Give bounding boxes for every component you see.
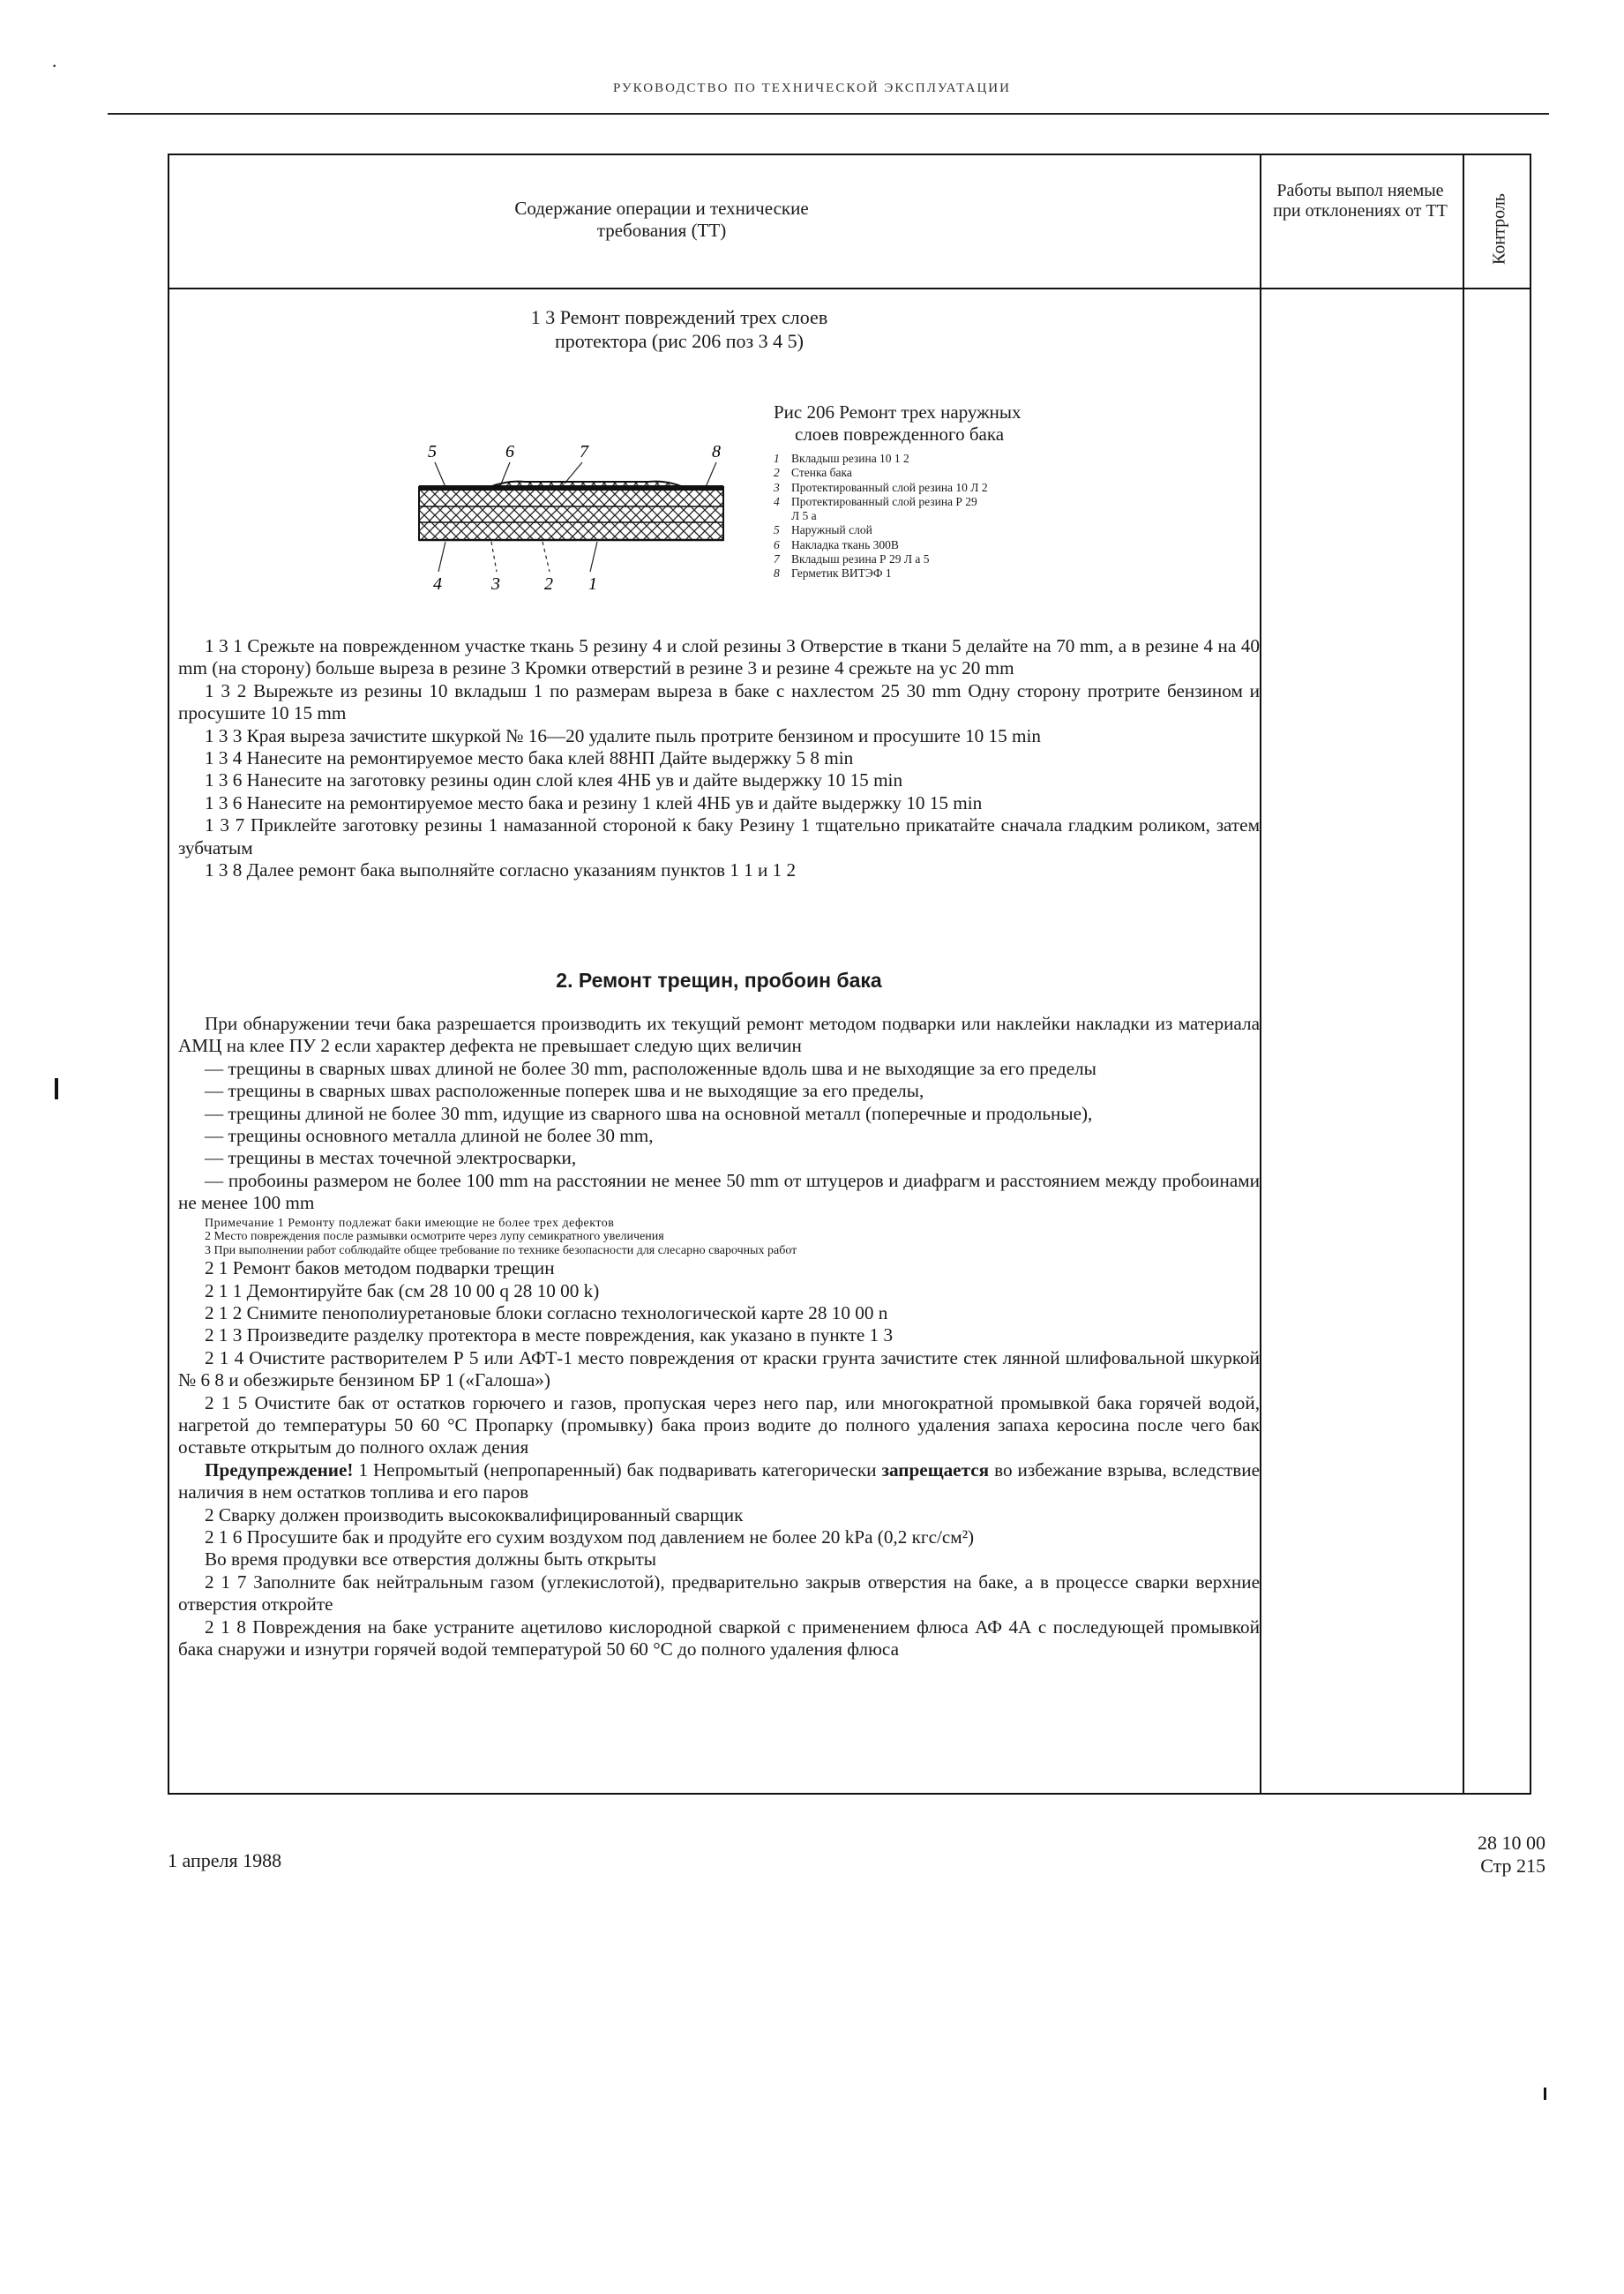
footer-page-info (1411, 1832, 1545, 1878)
step-2-1-1: 2 1 1 Демонтируйте бак (см 28 10 00 q 28 10 00 k) (205, 1279, 600, 1301)
step-2-1-8: 2 1 8 Повреждения на баке устраните ацетилово кислородной сваркой с применением флюса АФ 4А с последующей промывкой бака снаружи и изнутри горячей водой температурой 50 60 °С до полного удаления флюса (178, 1616, 1260, 1661)
page-number: Стр 215 (1480, 1855, 1545, 1877)
callout-1: 1 (588, 574, 597, 594)
legend-item: 3 Протектированный слой резина 10 Л 2 (774, 480, 988, 494)
step-2-1: 2 1 Ремонт баков методом подварки трещин (205, 1257, 555, 1279)
note-3: 3 При выполнении работ соблюдайте общее требование по технике безопасности для слесарно сварочных работ (205, 1243, 797, 1257)
figure-caption-line2: слоев поврежденного бака (795, 424, 1005, 445)
callout-6: 6 (505, 442, 514, 461)
warning-text: 1 Непромытый (непропаренный) бак подваривать категорически (353, 1458, 882, 1481)
section-title-1-3 (415, 305, 944, 353)
step-1-3-3: 1 3 3 Края выреза зачистите шкуркой № 16—20 удалите пыль протрите бензином и просушите 10 15 min (205, 724, 1042, 746)
section-title-line2: протектора (рис 206 поз 3 4 5) (554, 330, 804, 352)
warning-tail: во избежание взрыва, вследствие наличия в нем остатков топлива и его паров (178, 1458, 1260, 1503)
figure-drawing (393, 431, 745, 598)
warning (178, 1459, 1260, 1504)
column-header-control: Контроль (1489, 193, 1509, 265)
column-header-content: Содержание операции и технические требования (ТТ) (514, 198, 809, 241)
table-header-rule (168, 288, 1531, 289)
column-header-deviations: Работы выпол няемые при отклонениях от ТТ (1273, 181, 1448, 221)
running-header: РУКОВОДСТВО ПО ТЕХНИЧЕСКОЙ ЭКСПЛУАТАЦИИ (613, 81, 1011, 95)
step-1-3-1: 1 3 1 Срежьте на поврежденном участке ткань 5 резину 4 и слой резины 3 Отверстие в ткани 5 делайте на 70 mm, а в резине 4 на 40 mm (на сторону) больше выреза в резине 3 Кромки отверстий в резине 3 и резине 4 срежьте на ус 20 mm (178, 635, 1260, 679)
section-2-intro: При обнаружении течи бака разрешается производить их текущий ремонт методом подварки или наклейки накладки из материала АМЦ на клее ПУ 2 если характер дефекта не превышает следую щих величин (178, 1013, 1260, 1057)
callout-4: 4 (433, 574, 442, 594)
legend-item: 4 Протектированный слой резина Р 29 (774, 494, 977, 508)
section-title-2: 2. Ремонт трещин, пробоин бака (556, 969, 882, 992)
callout-5: 5 (428, 442, 437, 461)
defect-item: — трещины в сварных швах длиной не более 30 mm, расположенные вдоль шва и не выходящие за его пределы (205, 1057, 1096, 1079)
scan-mark: · (51, 55, 58, 77)
figure-caption-line1: Рис 206 Ремонт трех наружных (774, 401, 1022, 423)
legend-item: 6 Накладка ткань 300В (774, 537, 899, 551)
figure-legend (774, 452, 1162, 581)
figure-caption (774, 401, 1162, 446)
step-2-1-6: 2 1 6 Просушите бак и продуйте его сухим воздухом под давлением не более 20 kPa (0,2 кгс/см²) (205, 1526, 975, 1548)
step-1-3-7: 1 3 7 Приклейте заготовку резины 1 намазанной стороной к баку Резину 1 тщательно прикатайте сначала гладким роликом, затем зубчатым (178, 814, 1260, 858)
column-divider-2 (1463, 154, 1464, 1795)
step-2-1-2: 2 1 2 Снимите пенополиуретановые блоки согласно технологической карте 28 10 00 n (205, 1301, 888, 1323)
step-1-3-8: 1 3 8 Далее ремонт бака выполняйте согласно указаниям пунктов 1 1 и 1 2 (205, 859, 797, 881)
legend-item: 2 Стенка бака (774, 466, 852, 480)
column-divider-1 (1260, 154, 1261, 1795)
legend-item: Л 5 а (791, 509, 817, 523)
steps-1-3 (178, 635, 1260, 881)
defect-item: — трещины в сварных швах расположенные поперек шва и не выходящие за его пределы, (205, 1080, 924, 1102)
callout-2: 2 (544, 574, 553, 594)
legend-item: 7 Вкладыш резина Р 29 Л а 5 (774, 552, 930, 566)
warning-bold: запрещается (881, 1458, 990, 1481)
section-title-line1: 1 3 Ремонт повреждений трех слоев (530, 306, 828, 328)
header-rule (108, 113, 1549, 115)
step-2-1-7: 2 1 7 Заполните бак нейтральным газом (углекислотой), предварительно закрыв отверстия на баке, а в процессе сварки верхние отверстия откройте (178, 1571, 1260, 1616)
callout-8: 8 (712, 442, 721, 461)
figure-206 (393, 431, 745, 598)
legend-item: 5 Наружный слой (774, 523, 872, 537)
step-1-3-6: 1 3 6 Нанесите на ремонтируемое место бака и резину 1 клей 4НБ ув и дайте выдержку 10 15 min (205, 791, 983, 813)
step-2-1-3: 2 1 3 Произведите разделку протектора в месте повреждения, как указано в пункте 1 3 (205, 1324, 894, 1346)
step-2-1-5: 2 1 5 Очистите бак от остатков горючего и газов, пропуская через него пар, или многократной промывкой бака горячей водой, нагретой до температуры 50 60 °С Пропарку (промывку) бака произ водите до полного удаления запаха керосина после чего бак оставьте открытым до полного охлаж дения (178, 1391, 1260, 1458)
defect-item: — трещины в местах точечной электросварки, (205, 1147, 577, 1169)
notes (178, 1217, 1260, 1258)
legend-item: 1 Вкладыш резина 10 1 2 (774, 452, 909, 465)
scan-mark (1544, 2088, 1546, 2100)
step-1-3-2: 1 3 2 Вырежьте из резины 10 вкладыш 1 по размерам выреза в баке с нахлестом 25 30 mm Одну сторону протрите бензином и просушите 10 15 mm (178, 679, 1260, 724)
section-2-body (178, 1013, 1260, 1661)
footer-date: 1 апреля 1988 (168, 1849, 282, 1871)
step-1-3-5: 1 3 6 Нанесите на заготовку резины один слой клея 4НБ ув и дайте выдержку 10 15 min (205, 769, 903, 791)
callout-3: 3 (491, 574, 500, 594)
defect-item: — трещины длиной не более 30 mm, идущие из сварного шва на основной металл (поперечные и продольные), (205, 1102, 1093, 1124)
doc-code: 28 10 00 (1478, 1832, 1545, 1854)
warning-2: 2 Сварку должен производить высококвалифицированный сварщик (205, 1503, 744, 1526)
callout-7: 7 (580, 442, 588, 461)
legend-item: 8 Герметик ВИТЭФ 1 (774, 566, 892, 581)
defect-item: — трещины основного металла длиной не более 30 mm, (205, 1125, 654, 1147)
step-1-3-4: 1 3 4 Нанесите на ремонтируемое место бака клей 88НП Дайте выдержку 5 8 min (205, 747, 854, 769)
defect-item: — пробоины размером не более 100 mm на расстоянии не менее 50 mm от штуцеров и диафрагм и расстоянием между пробоинами не менее 100 mm (178, 1169, 1260, 1214)
warning-label: Предупреждение! (205, 1458, 354, 1481)
step-2-1-4: 2 1 4 Очистите растворителем Р 5 или АФТ-1 место повреждения от краски грунта зачистите стек лянной шлифовальной шкуркой № 6 8 и обезжирьте бензином БР 1 («Галоша») (178, 1346, 1260, 1391)
note-1: Примечание 1 Ремонту подлежат баки имеющие не более трех дефектов (205, 1216, 615, 1230)
scan-mark (55, 1078, 58, 1099)
step-2-1-6-note: Во время продувки все отверстия должны быть открыты (205, 1548, 657, 1571)
note-2: 2 Место повреждения после размывки осмотрите через лупу семикратного увеличения (205, 1230, 664, 1244)
